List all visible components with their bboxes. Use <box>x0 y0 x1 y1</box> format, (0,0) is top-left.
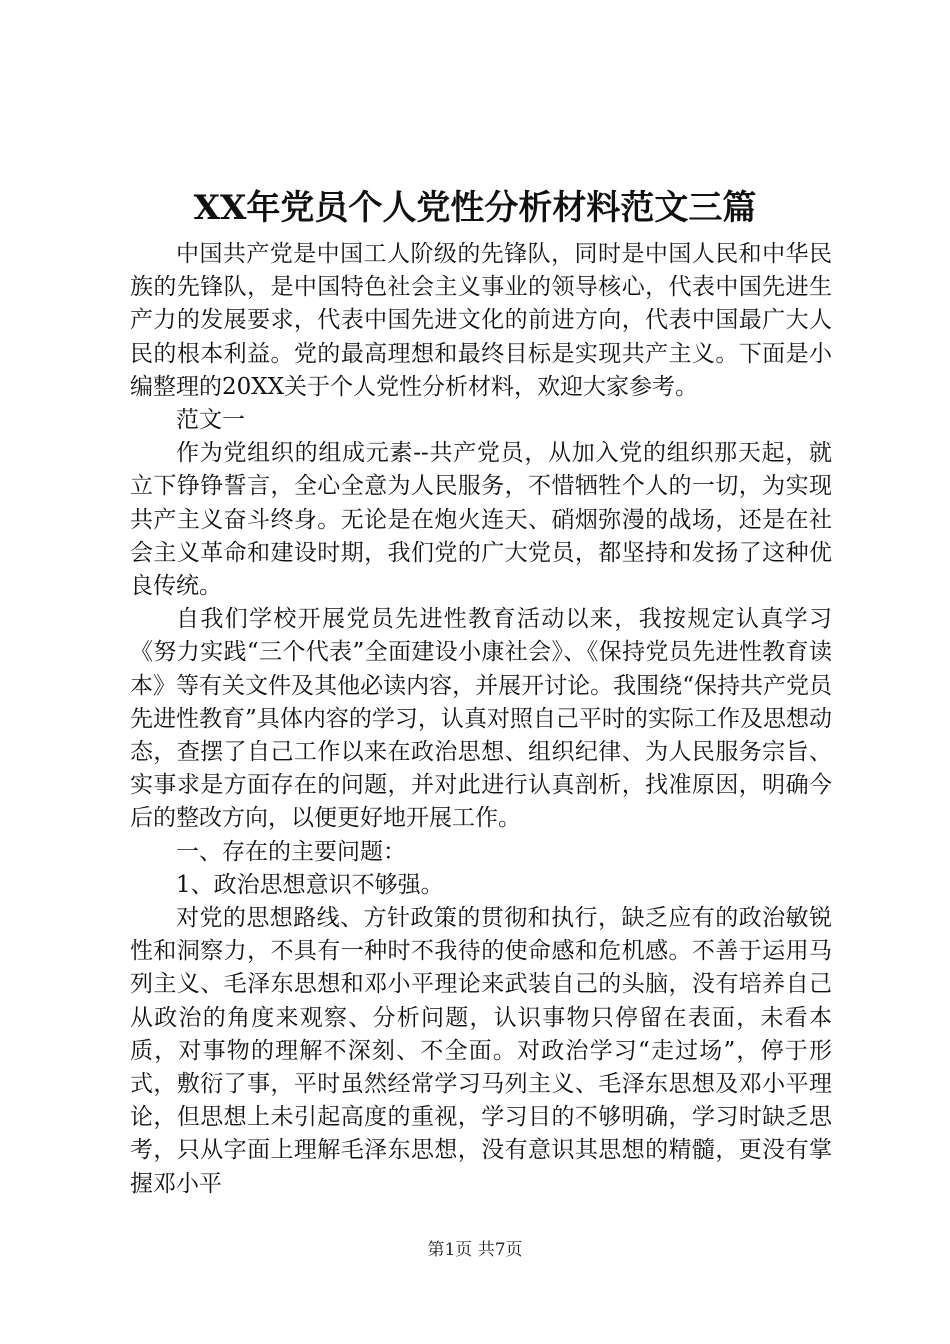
page-footer: 第1页 共7页 <box>427 1240 523 1260</box>
subsection-heading: 1、政治思想意识不够强。 <box>176 871 444 898</box>
document-body <box>130 238 832 1201</box>
section-heading-sample-one: 范文一 <box>176 407 245 434</box>
paragraph-intro: 中国共产党是中国工人阶级的先锋队，同时是中国人民和中华民族的先锋队，是中国特色社会主义事业的领导核心，代表中国先进生产力的发展要求，代表中国先进文化的前进方向，代表中国最广大人民的根本利益。党的最高理想和最终目标是实现共产主义。下面是小编整理的20XX关于个人党性分析材料，欢迎大家参考。 <box>130 241 832 400</box>
paragraph: 对党的思想路线、方针政策的贯彻和执行，缺乏应有的政治敏锐性和洞察力，不具有一种时不我待的使命感和危机感。不善于运用马列主义、毛泽东思想和邓小平理论来武装自己的头脑，没有培养自己从政治的角度来观察、分析问题，认识事物只停留在表面，未看本质，对事物的理解不深刻、不全面。对政治学习“走过场”，停于形式，敷衍了事，平时虽然经常学习马列主义、毛泽东思想及邓小平理论，但思想上未引起高度的重视，学习目的不够明确，学习时缺乏思考，只从字面上理解毛泽东思想，没有意识其思想的精髓，更没有掌握邓小平 <box>130 905 832 1197</box>
paragraph: 自我们学校开展党员先进性教育活动以来，我按规定认真学习《努力实践“三个代表”全面建设小康社会》、《保持党员先进性教育读本》等有关文件及其他必读内容，并展开讨论。我围绕“保持共产党员先进性教育”具体内容的学习，认真对照自己平时的实际工作及思想动态，查摆了自己工作以来在政治思想、组织纪律、为人民服务宗旨、实事求是方面存在的问题，并对此进行认真剖析，找准原因，明确今后的整改方向，以便更好地开展工作。 <box>130 606 832 832</box>
section-heading-main-problems: 一、存在的主要问题： <box>176 838 406 865</box>
paragraph: 作为党组织的组成元素--共产党员，从加入党的组织那天起，就立下铮铮誓言，全心全意为人民服务，不惜牺牲个人的一切，为实现共产主义奋斗终身。无论是在炮火连天、硝烟弥漫的战场，还是在社会主义革命和建设时期，我们党的广大党员，都坚持和发扬了这种优良传统。 <box>130 440 832 600</box>
document-title: XX年党员个人党性分析材料范文三篇 <box>193 188 757 228</box>
